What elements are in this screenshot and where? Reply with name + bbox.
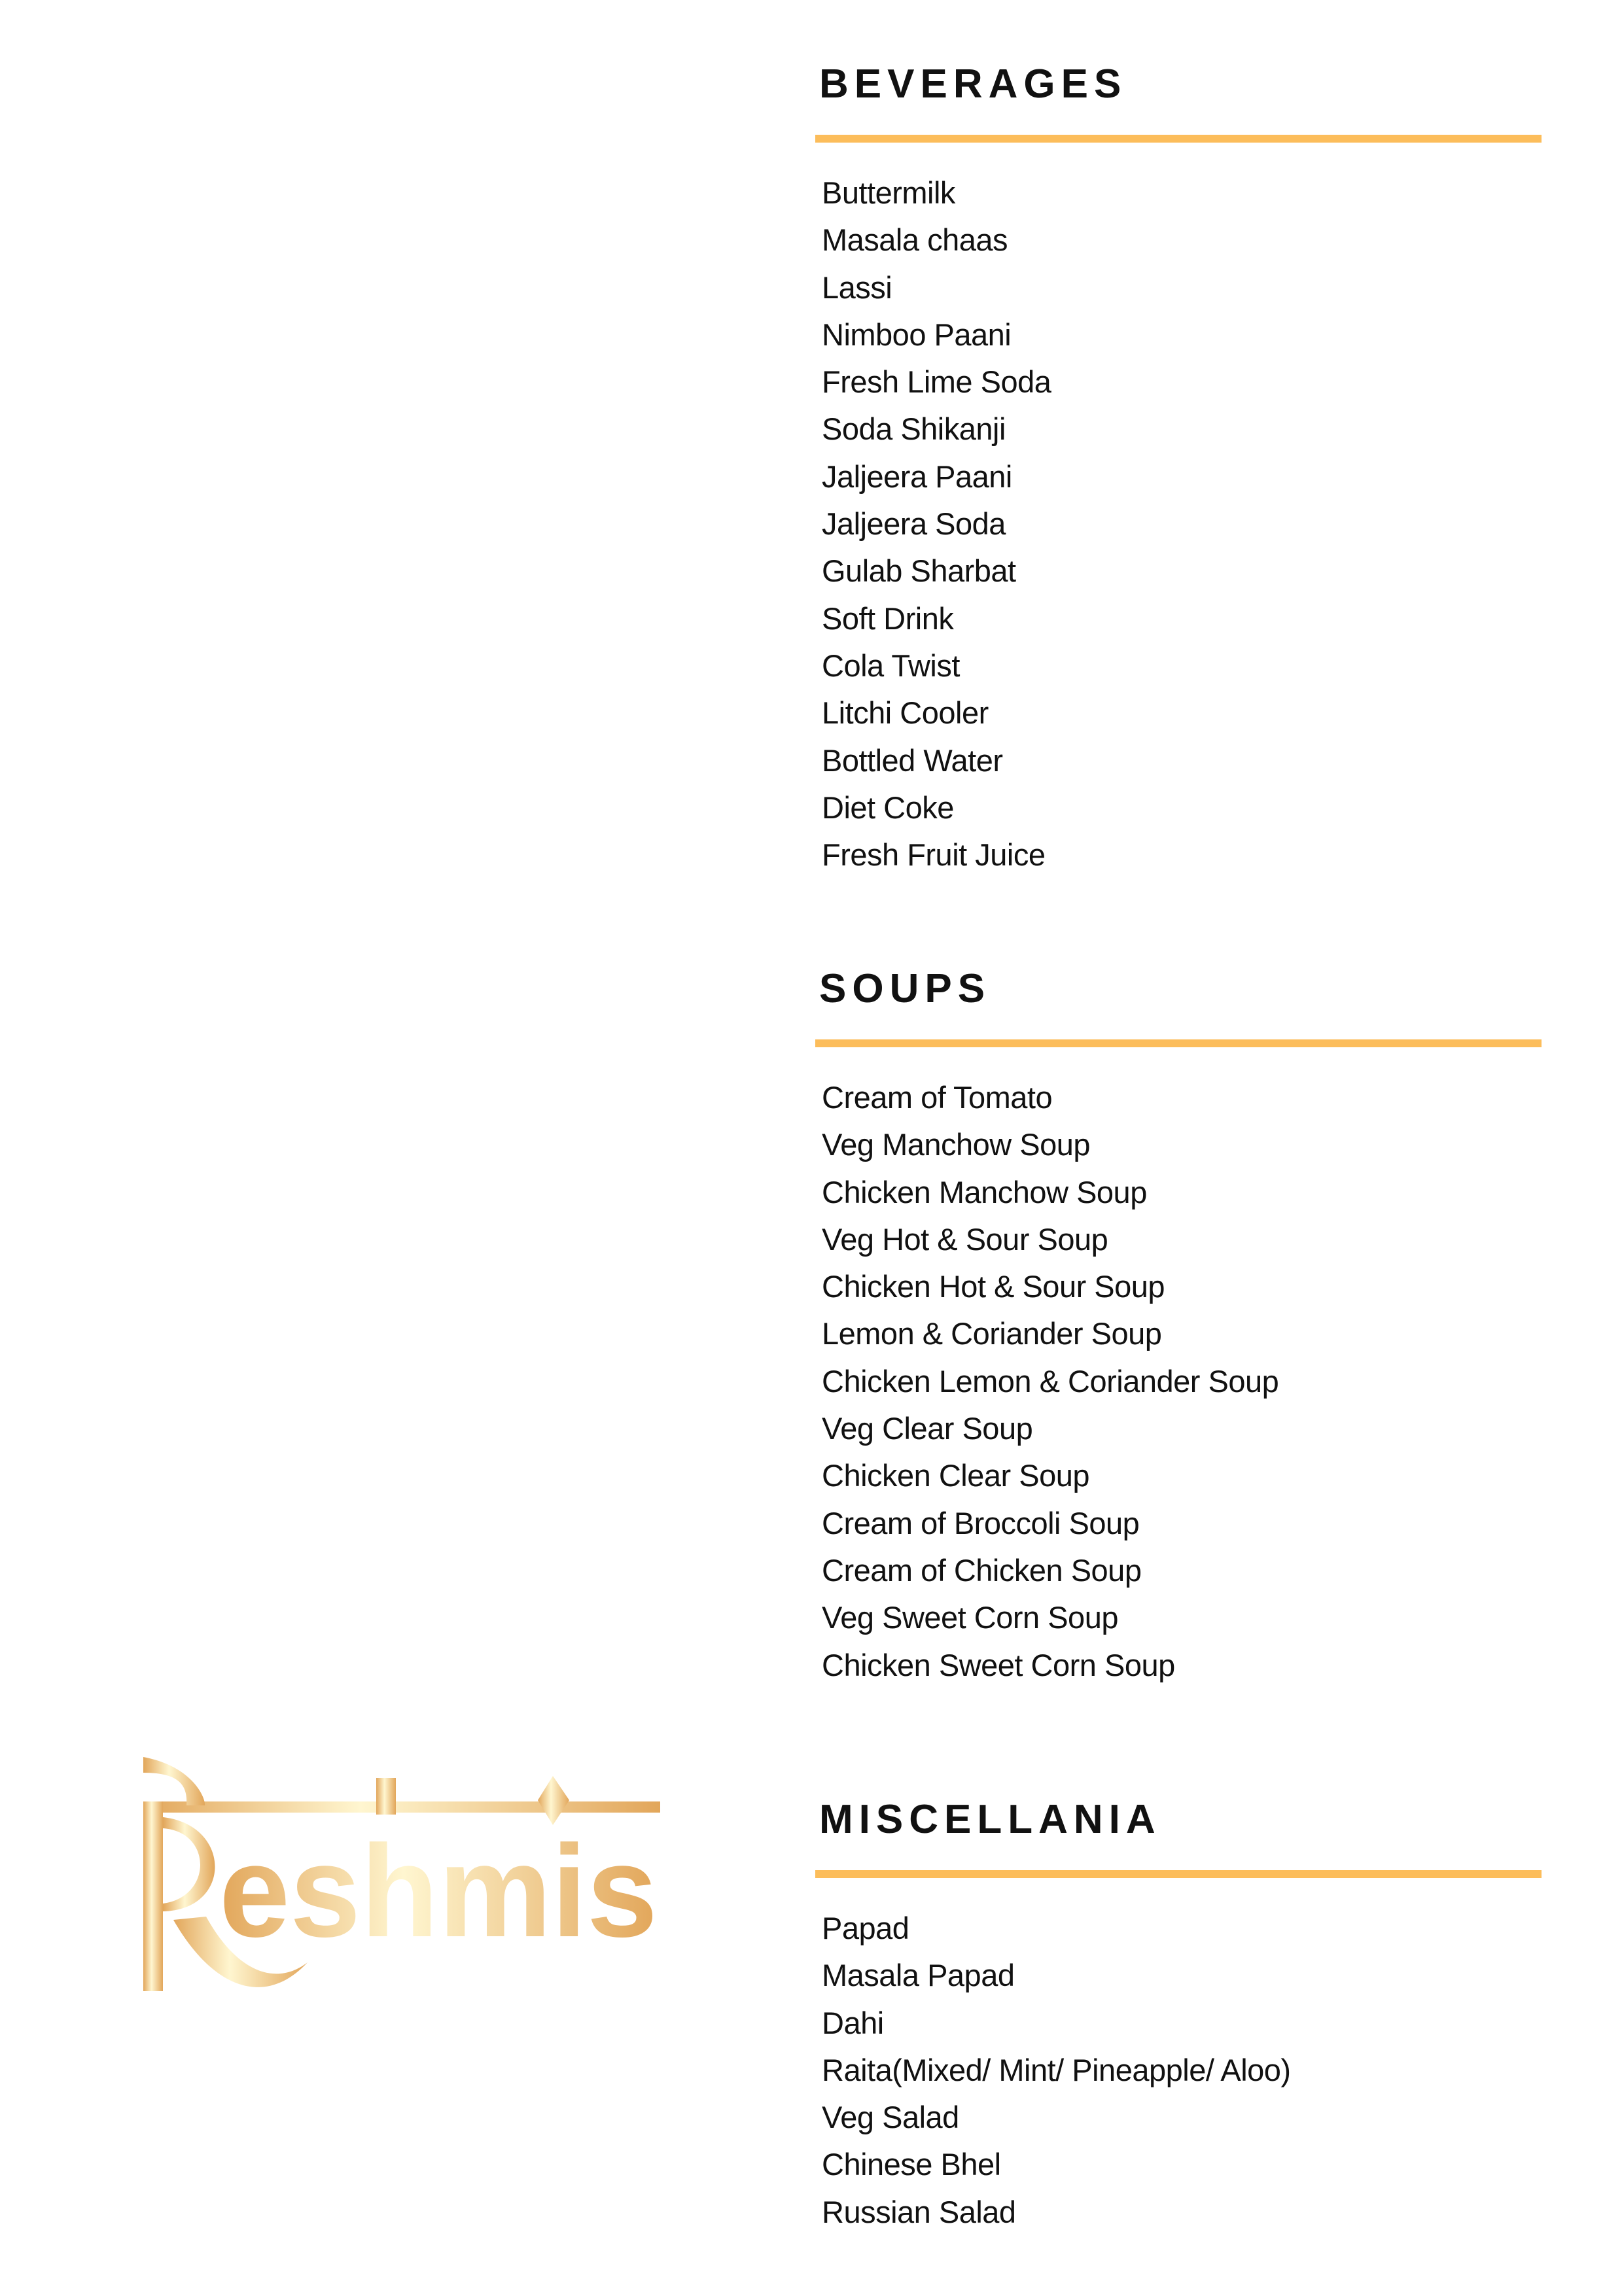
menu-item: Soft Drink [822, 600, 954, 636]
section-heading: MISCELLANIA [819, 1797, 1161, 1842]
menu-item: Veg Hot & Sour Soup [822, 1221, 1108, 1257]
menu-item: Cream of Chicken Soup [822, 1552, 1142, 1588]
menu-item: Veg Sweet Corn Soup [822, 1600, 1118, 1635]
menu-item: Gulab Sharbat [822, 553, 1016, 589]
menu-item: Dahi [822, 2005, 884, 2040]
menu-item: Fresh Lime Soda [822, 364, 1051, 400]
menu-item: Soda Shikanji [822, 411, 1006, 447]
menu-item: Lassi [822, 270, 892, 305]
menu-item: Nimboo Paani [822, 317, 1012, 352]
menu-item: Veg Clear Soup [822, 1411, 1033, 1446]
menu-item: Cola Twist [822, 648, 960, 683]
menu-item: Cream of Tomato [822, 1080, 1053, 1115]
section-heading: BEVERAGES [819, 61, 1127, 107]
menu-item: Chicken Hot & Sour Soup [822, 1269, 1165, 1304]
menu-item: Jaljeera Paani [822, 459, 1012, 494]
menu-item: Bottled Water [822, 742, 1003, 778]
section-divider [815, 135, 1542, 143]
menu-item: Chicken Sweet Corn Soup [822, 1647, 1175, 1682]
menu-item: Raita(Mixed/ Mint/ Pineapple/ Aloo) [822, 2052, 1291, 2087]
menu-item: Fresh Fruit Juice [822, 837, 1046, 873]
menu-list [822, 1905, 1291, 2236]
menu-item: Litchi Cooler [822, 695, 989, 731]
menu-item: Lemon & Coriander Soup [822, 1316, 1162, 1351]
section-heading: SOUPS [819, 966, 991, 1011]
menu-list [822, 1074, 1278, 1689]
menu-item: Veg Manchow Soup [822, 1127, 1091, 1162]
menu-item: Diet Coke [822, 790, 954, 825]
logo-text: eshmis [219, 1818, 658, 1964]
menu-item: Chinese Bhel [822, 2147, 1001, 2182]
menu-item: Jaljeera Soda [822, 506, 1006, 542]
menu-item: Papad [822, 1911, 909, 1945]
menu-item: Russian Salad [822, 2194, 1016, 2229]
menu-item: Buttermilk [822, 175, 955, 210]
menu-item: Veg Salad [822, 2100, 959, 2135]
menu-item: Chicken Clear Soup [822, 1458, 1089, 1493]
menu-item: Masala Papad [822, 1958, 1015, 1993]
section-divider [815, 1039, 1542, 1047]
reshmis-logo [134, 1740, 671, 2002]
menu-item: Cream of Broccoli Soup [822, 1505, 1140, 1540]
menu-item: Chicken Manchow Soup [822, 1174, 1147, 1209]
section-divider [815, 1870, 1542, 1878]
menu-item: Chicken Lemon & Coriander Soup [822, 1363, 1279, 1399]
logo-graphic [134, 1740, 671, 2002]
menu-list [822, 169, 1051, 878]
menu-item: Masala chaas [822, 222, 1008, 258]
